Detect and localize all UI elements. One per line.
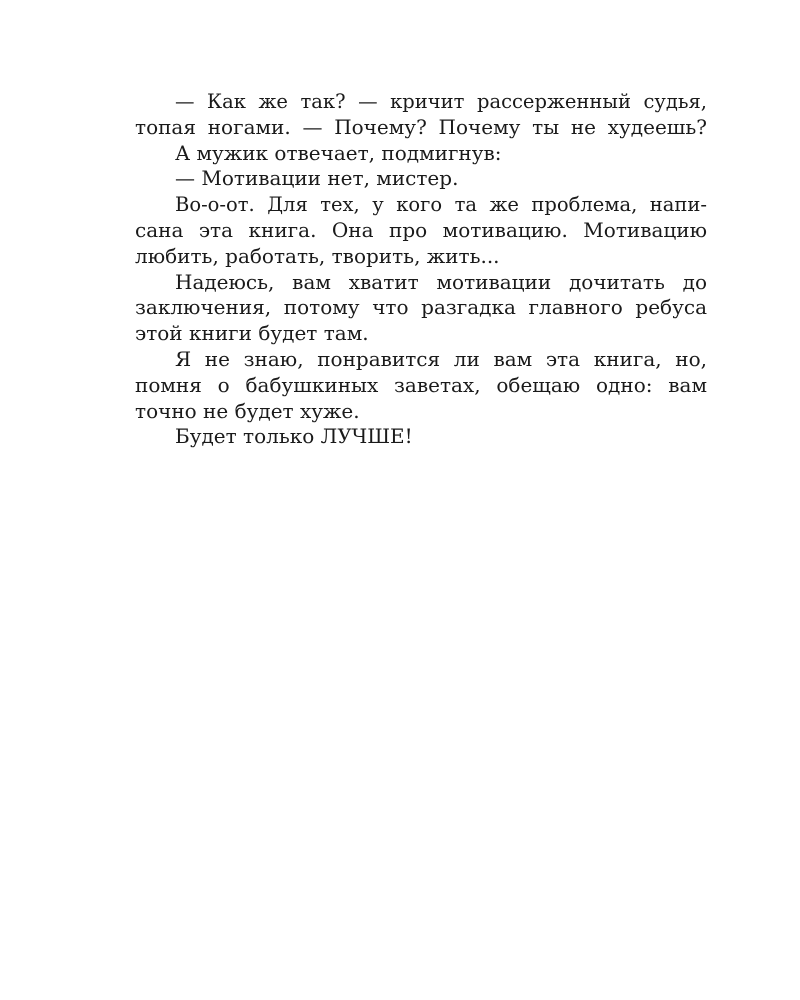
text-line: топая ногами. — Почему? Почему ты не худеешь? bbox=[135, 114, 707, 139]
text-line: помня о бабушкиных заветах, обещаю одно: вам bbox=[135, 372, 707, 397]
text-line: А мужик отвечает, подмигнув: bbox=[175, 140, 502, 165]
text-line: — Как же так? — кричит рассерженный судья, bbox=[175, 90, 707, 113]
text-line: точно не будет хуже. bbox=[135, 398, 360, 423]
text-line: любить, работать, творить, жить... bbox=[135, 243, 500, 268]
text-line: Во-о-от. Для тех, у кого та же проблема, напи- bbox=[175, 193, 707, 217]
text-line: Будет только ЛУЧШЕ! bbox=[175, 424, 413, 449]
body-text bbox=[135, 89, 707, 450]
text-line: сана эта книга. Она про мотивацию. Мотивацию bbox=[135, 217, 707, 242]
text-line: этой книги будет там. bbox=[135, 321, 369, 346]
text-line: заключения, потому что разгадка главного ребуса bbox=[135, 295, 707, 320]
text-line: Надеюсь, вам хватит мотивации дочитать до bbox=[175, 269, 707, 294]
text-line: Я не знаю, понравится ли вам эта книга, но, bbox=[175, 346, 707, 371]
text-line: — Мотивации нет, мистер. bbox=[175, 166, 459, 191]
